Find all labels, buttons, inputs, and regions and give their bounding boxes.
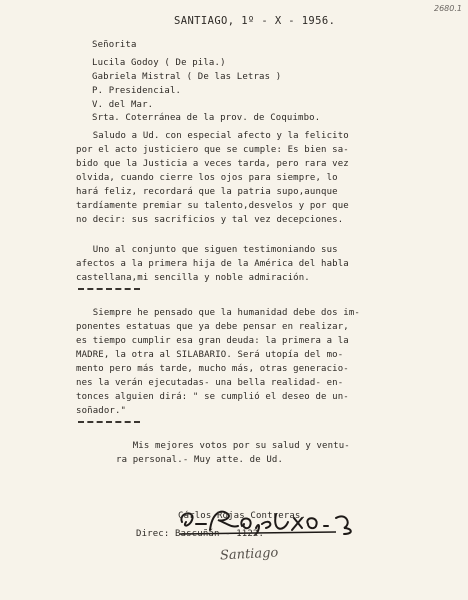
recipient-line-2: Gabriela Mistral ( De las Letras ): [92, 72, 282, 82]
paragraph-1-line-5: hará feliz, recordará que la patria supo,aunque: [76, 187, 338, 197]
recipient-line-1: Lucila Godoy ( De pila.): [92, 58, 226, 68]
underline-dashes: [78, 288, 140, 290]
paragraph-2-line-1: Uno al conjunto que siguen testimoniando sus: [76, 245, 338, 255]
paragraph-1-line-7: no decir: sus sacrificios y tal vez decepciones.: [76, 215, 344, 225]
signer-address: Direc: Bascuñán - 1122.: [136, 529, 265, 539]
paragraph-3-line-4: MADRE, la otra al SILABARIO. Será utopía del mo-: [76, 350, 344, 360]
underline-dashes: [78, 421, 140, 423]
paragraph-1-line-3: bido que la Justicia a veces tarda, pero rara vez: [76, 159, 349, 169]
paragraph-3-line-6: nes la verán ejecutadas- una bella realidad- en-: [76, 378, 344, 388]
paragraph-1-line-2: por el acto justiciero que se cumple: Es bien sa-: [76, 145, 349, 155]
paragraph-3-line-8: soñador.": [76, 406, 127, 416]
recipient-salutation: Señorita: [92, 40, 137, 50]
paragraph-3-line-5: mento pero más tarde, mucho más, otras generacio-: [76, 364, 349, 374]
paragraph-2-line-2: afectos a la primera hija de la América del habla: [76, 259, 349, 269]
paragraph-3-line-2: ponentes estatuas que ya debe pensar en realizar,: [76, 322, 349, 332]
paragraph-3-line-1: Siempre he pensado que la humanidad debe dos im-: [76, 308, 360, 318]
paragraph-1-line-4: olvida, cuando cierre los ojos para siempre, lo: [76, 173, 338, 183]
paragraph-1-line-1: Saludo a Ud. con especial afecto y la felicito: [76, 131, 349, 141]
recipient-line-4: V. del Mar.: [92, 100, 154, 110]
closing-line-2: ra personal.- Muy atte. de Ud.: [116, 455, 284, 465]
paragraph-3-line-7: tonces alguien dirá: " se cumplió el deseo de un-: [76, 392, 349, 402]
archive-number: 2680.1: [434, 4, 462, 13]
recipient-line-3: P. Presidencial.: [92, 86, 182, 96]
paragraph-3-line-3: es tiempo cumplir esa gran deuda: la primera a la: [76, 336, 349, 346]
paragraph-1-line-6: tardíamente premiar su talento,desvelos y por que: [76, 201, 349, 211]
date-line: SANTIAGO, 1º - X - 1956.: [174, 15, 336, 27]
closing-line-1: Mis mejores votos por su salud y ventu-: [116, 441, 350, 451]
signer-name: Cárlos Rojas Contreras.: [178, 511, 307, 521]
handwritten-place: Santiago: [219, 545, 279, 564]
paragraph-2-line-3: castellana,mi sencilla y noble admiración.: [76, 273, 310, 283]
recipient-line-5: Srta. Coterránea de la prov. de Coquimbo.: [92, 113, 321, 123]
